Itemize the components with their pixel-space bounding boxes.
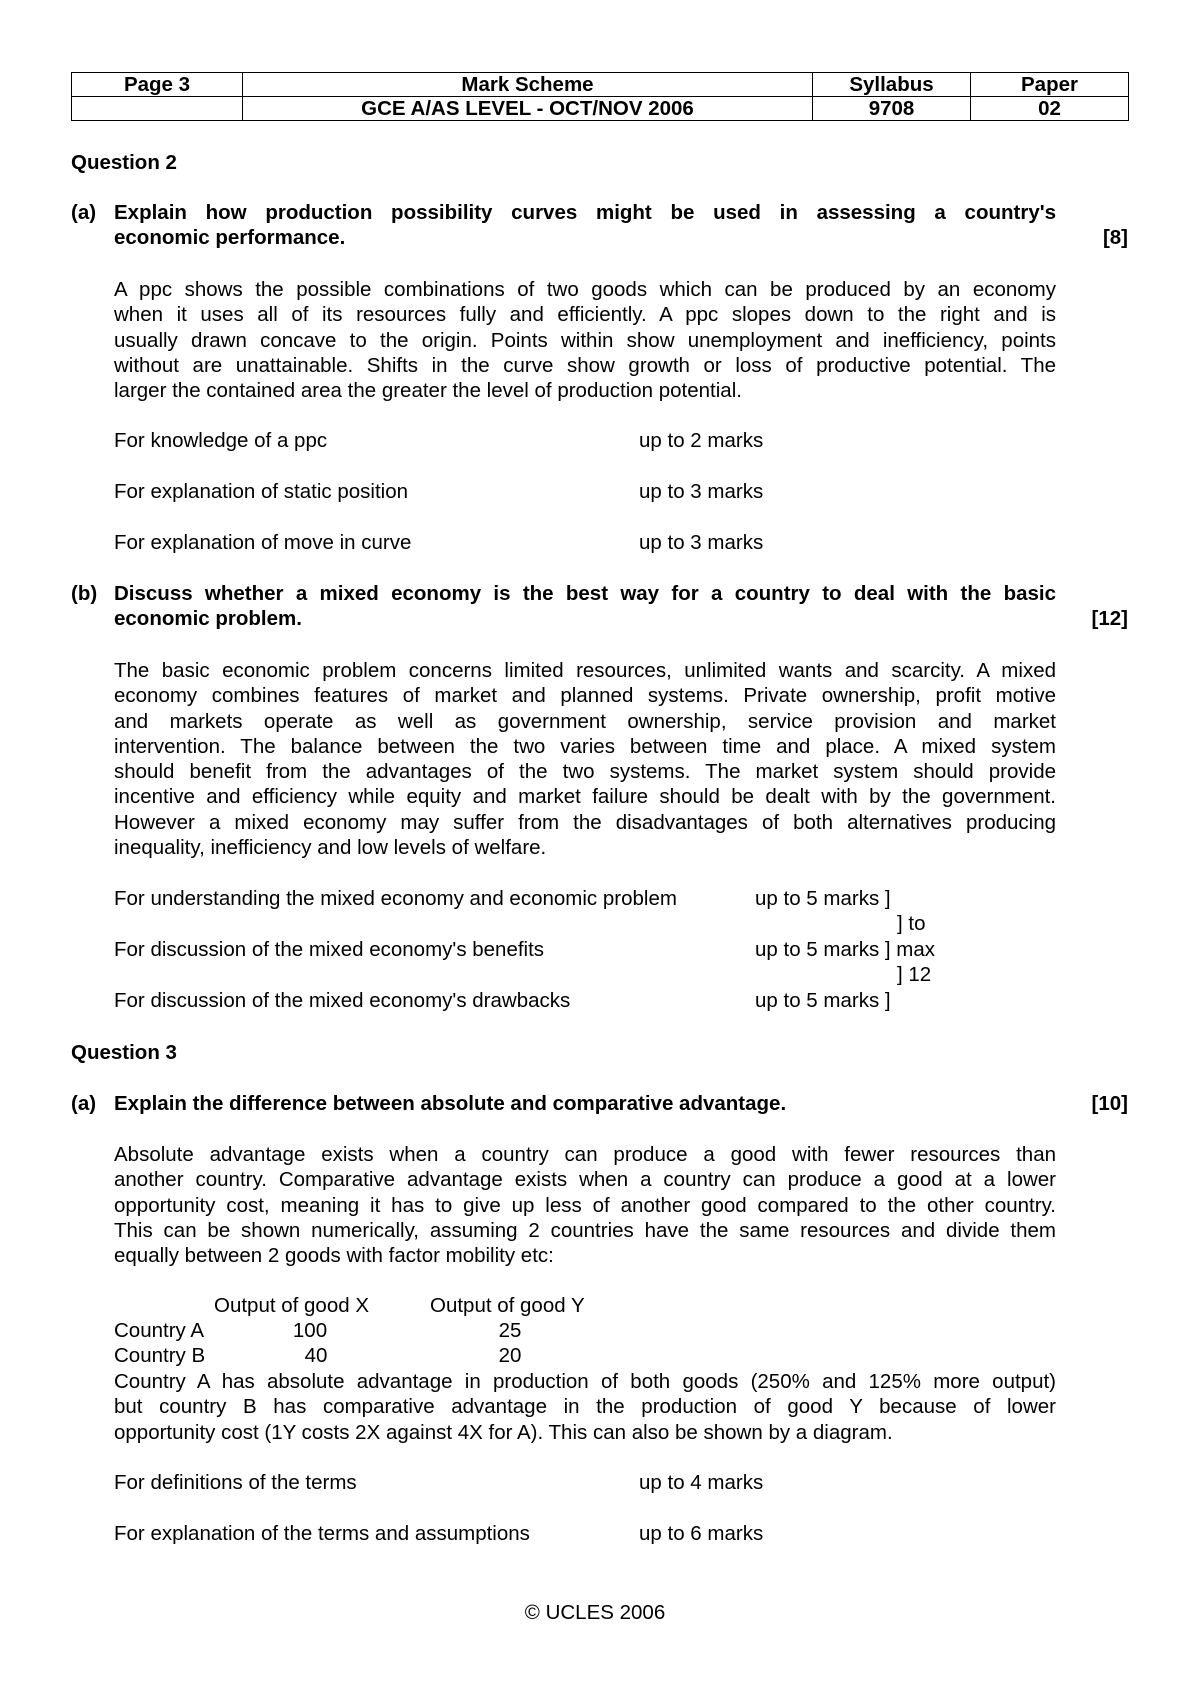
q2a-criterion-text: For explanation of move in curve <box>114 531 412 554</box>
q2b-answer-line: and markets operate as well as government ownership, service provision and market <box>114 709 1056 733</box>
table-value-y: 25 <box>498 1319 522 1342</box>
table-header-x: Output of good X <box>214 1294 370 1317</box>
q3a-criterion-value: up to 4 marks <box>639 1471 764 1494</box>
q3a-criterion-value: up to 6 marks <box>639 1522 764 1545</box>
q3a-conclusion-line: opportunity cost (1Y costs 2X against 4X for A). This can also be shown by a diagram. <box>114 1420 893 1444</box>
q2b-answer-line: economy combines features of market and planned systems. Private ownership, profit motive <box>114 684 1056 708</box>
q3a-answer <box>114 1142 1056 1268</box>
q2a-label: (a) <box>71 201 97 224</box>
q2b-answer-line: inequality, inefficiency and low levels of welfare. <box>114 836 547 860</box>
q2a-answer <box>114 277 1056 403</box>
header-row-values <box>72 97 1129 121</box>
q2b-label: (b) <box>71 582 98 605</box>
q2b-criterion-value: up to 5 marks ] <box>755 887 891 910</box>
q3a-question: Explain the difference between absolute and comparative advantage. <box>114 1092 787 1115</box>
footer-copyright: © UCLES 2006 <box>524 1601 666 1624</box>
syllabus-label: Syllabus <box>813 73 971 97</box>
q2b-question-line-1: Discuss whether a mixed economy is the best way for a country to deal with the basic <box>114 582 1056 605</box>
q2a-criterion-text: For knowledge of a ppc <box>114 429 328 452</box>
q2a-answer-line: A ppc shows the possible combinations of two goods which can be produced by an economy <box>114 278 1056 301</box>
q2a-criterion-value: up to 2 marks <box>639 429 764 452</box>
q2b-question-line-2: economic problem. <box>114 607 302 630</box>
q2b-criterion-text: For discussion of the mixed economy's drawbacks <box>114 989 571 1012</box>
syllabus-code: 9708 <box>813 97 971 121</box>
q2b-question <box>114 581 1056 631</box>
doc-title: Mark Scheme <box>243 73 813 97</box>
q2a-answer-line: usually drawn concave to the origin. Points within show unemployment and inefficiency, points <box>114 328 1056 352</box>
q2a-marks: [8] <box>1102 226 1128 249</box>
paper-number: 02 <box>971 97 1129 121</box>
table-header-y: Output of good Y <box>430 1294 585 1317</box>
q3a-criterion-text: For explanation of the terms and assumptions <box>114 1522 530 1545</box>
q3a-answer-line: This can be shown numerically, assuming 2 countries have the same resources and divide them <box>114 1218 1056 1242</box>
q3a-answer-line: Absolute advantage exists when a country can produce a good with fewer resources than <box>114 1143 1056 1166</box>
q3a-criterion-text: For definitions of the terms <box>114 1471 357 1494</box>
q2b-answer-line: should benefit from the advantages of the two systems. The market system should provide <box>114 760 1056 784</box>
bracket-12: ] 12 <box>897 963 932 986</box>
q2a-question <box>114 200 1056 250</box>
q2b-criterion-value: up to 5 marks ] max <box>755 938 936 961</box>
table-value-x: 40 <box>304 1344 328 1367</box>
q3a-conclusion-line: but country B has comparative advantage in the production of good Y because of lower <box>114 1395 1056 1419</box>
q3a-answer-line: another country. Comparative advantage exists when a country can produce a good at a lower <box>114 1168 1056 1192</box>
q2b-answer-line: The basic economic problem concerns limited resources, unlimited wants and scarcity. A mixed <box>114 659 1056 682</box>
question-3-heading: Question 3 <box>71 1041 177 1064</box>
q3a-conclusion-line: Country A has absolute advantage in production of both goods (250% and 125% more output) <box>114 1370 1056 1393</box>
header-row-labels <box>72 73 1129 97</box>
table-value-x: 100 <box>292 1319 328 1342</box>
header-empty-cell <box>72 97 243 121</box>
q2a-answer-line: without are unattainable. Shifts in the curve show growth or loss of productive potential. The <box>114 353 1056 377</box>
q2a-answer-line: larger the contained area the greater the level of production potential. <box>114 379 742 403</box>
q2b-answer-line: incentive and efficiency while equity and market failure should be dealt with by the government. <box>114 785 1056 809</box>
q2a-criterion-text: For explanation of static position <box>114 480 408 503</box>
q2b-answer-line: intervention. The balance between the two varies between time and place. A mixed system <box>114 734 1056 758</box>
q2b-answer <box>114 658 1056 860</box>
q2b-marks: [12] <box>1091 607 1128 630</box>
q2b-answer-line: However a mixed economy may suffer from the disadvantages of both alternatives producing <box>114 810 1056 834</box>
table-country: Country B <box>114 1344 206 1367</box>
header-table <box>71 72 1129 121</box>
q3a-label: (a) <box>71 1092 97 1115</box>
q2b-criterion-text: For understanding the mixed economy and economic problem <box>114 887 677 910</box>
q3a-answer-line: opportunity cost, meaning it has to give up less of another good compared to the other country. <box>114 1193 1056 1217</box>
bracket-to: ] to <box>897 912 926 935</box>
paper-label: Paper <box>971 73 1129 97</box>
q2b-criterion-value: up to 5 marks ] <box>755 989 891 1012</box>
level-title: GCE A/AS LEVEL - OCT/NOV 2006 <box>243 97 813 121</box>
q2a-question-line-1: Explain how production possibility curves might be used in assessing a country's <box>114 201 1056 224</box>
page-label: Page 3 <box>72 73 243 97</box>
table-value-y: 20 <box>498 1344 522 1367</box>
q2b-criterion-text: For discussion of the mixed economy's benefits <box>114 938 545 961</box>
q3a-marks: [10] <box>1091 1092 1128 1115</box>
q2a-answer-line: when it uses all of its resources fully and efficiently. A ppc slopes down to the right and is <box>114 303 1056 327</box>
q2a-criterion-value: up to 3 marks <box>639 480 764 503</box>
q2a-criterion-value: up to 3 marks <box>639 531 764 554</box>
q2a-question-line-2: economic performance. <box>114 226 346 249</box>
q3a-conclusion <box>114 1369 1056 1445</box>
table-country: Country A <box>114 1319 205 1342</box>
question-2-heading: Question 2 <box>71 151 177 174</box>
q3a-answer-line: equally between 2 goods with factor mobility etc: <box>114 1244 554 1268</box>
